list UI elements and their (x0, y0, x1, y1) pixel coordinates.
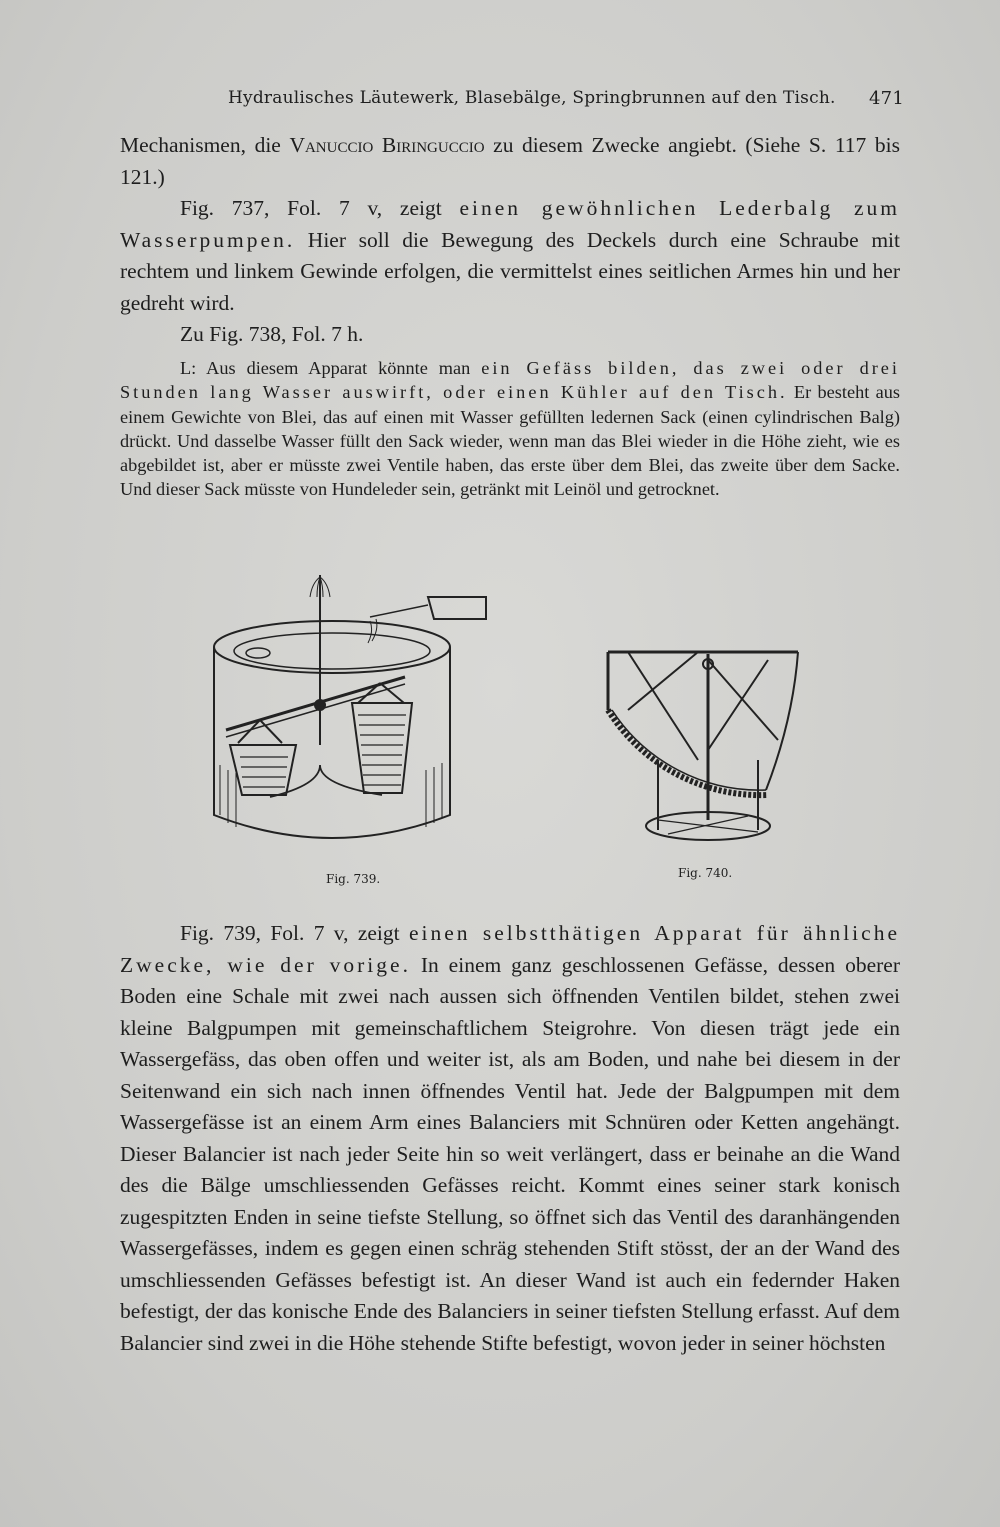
figure-740-caption: Fig. 740. (678, 866, 733, 880)
quote-text-start: L: Aus diesem Apparat könnte man (180, 358, 482, 378)
paragraph-fig-737 (120, 193, 900, 319)
para2-text-end: Hier soll die Bewegung des Deckels durch eine Schraube mit rechtem und linkem Gewinde erfolgen, die vermittelst eines seitlichen Armes hin und her gedreht wird. (120, 227, 900, 315)
figure-739-caption: Fig. 739. (326, 872, 381, 886)
quote-spaced-text: ein Gefäss bilden, das zwei oder drei Stunden lang Wasser auswirft, oder einen Kühler auf den Tisch. (120, 358, 900, 403)
text-block-top (120, 130, 900, 351)
para5-spaced-text: einen selbstthätigen Apparat für ähnliche Zwecke, wie der vorige. (120, 921, 900, 977)
para2-spaced-text: einen gewöhnlichen Lederbalg zum Wasserpumpen. (120, 196, 900, 252)
paragraph-fig-739 (120, 918, 900, 1359)
author-name: Vanuccio Biringuccio (289, 133, 485, 157)
para2-text-start: Fig. 737, Fol. 7 v, zeigt (180, 196, 460, 220)
para5-text-end: In einem ganz geschlossenen Gefässe, dessen oberer Boden eine Schale mit zwei nach aussen sich öffnenden Ventilen bildet, stehen zwei kleine Balgpumpen mit gemeinschaftlichem Steigrohre. Von diesen trägt jede ein Wassergefäss, das oben offen und weiter ist, als am Boden, und nahe bei diesem in der Seitenwand ein sich nach innen öffnendes Ventil hat. Jede der Balgpumpen mit dem Wassergefässe ist an einem Arm eines Balanciers mit Schnüren oder Ketten angehängt. Dieser Balancier ist nach jeder Seite hin so weit verlängert, dass er beinahe an die Wand des die Bälge umschliessenden Gefässes reicht. Kommt eines seiner stark konisch zugespitzten Enden in seine tiefste Stellung, so öffnet sich das Ventil des daranhängenden Wassergefässes, indem es gegen einen schräg stehenden Stift stösst, der an der Wand des umschliessenden Gefässes befestigt ist. An dieser Wand ist auch ein federnder Haken befestigt, der das konische Ende des Balanciers in seiner tiefsten Stellung erfasst. Auf dem Balancier sind zwei in die Höhe stehende Stifte befestigt, wovon jeder in seiner höchsten (120, 952, 900, 1355)
paragraph-mechanismen (120, 130, 900, 193)
para1-text-end: zu diesem Zwecke angiebt. (Siehe S. 117 bis 121.) (120, 133, 900, 189)
text-block-bottom (120, 918, 900, 1359)
running-title: Hydraulisches Läutewerk, Blasebälge, Springbrunnen auf den Tisch. (228, 88, 836, 108)
page-number: 471 (869, 88, 904, 109)
figure-740-illustration (598, 640, 818, 850)
text-block-quote (120, 356, 900, 502)
para1-text-start: Mechanismen, die (120, 133, 290, 157)
paragraph-fig-738: Zu Fig. 738, Fol. 7 h. (180, 322, 364, 346)
quote-text-end: Er besteht aus einem Gewichte von Blei, das auf einen mit Wasser gefüllten ledernen Sack (einen cylindrischen Balg) drückt. Und dasselbe Wasser füllt den Sack wieder, wenn man das Blei wieder in die Höhe zieht, wie es abgebildet ist, aber er müsste zwei Ventile haben, das erste über dem Blei, das zweite über dem Sacke. Und dieser Sack müsste von Hundeleder sein, getränkt mit Leinöl und getrocknet. (120, 382, 900, 500)
paragraph-quote-l (120, 356, 900, 502)
para5-text-start: Fig. 739, Fol. 7 v, zeigt (180, 921, 409, 945)
figure-739-illustration (200, 565, 500, 865)
